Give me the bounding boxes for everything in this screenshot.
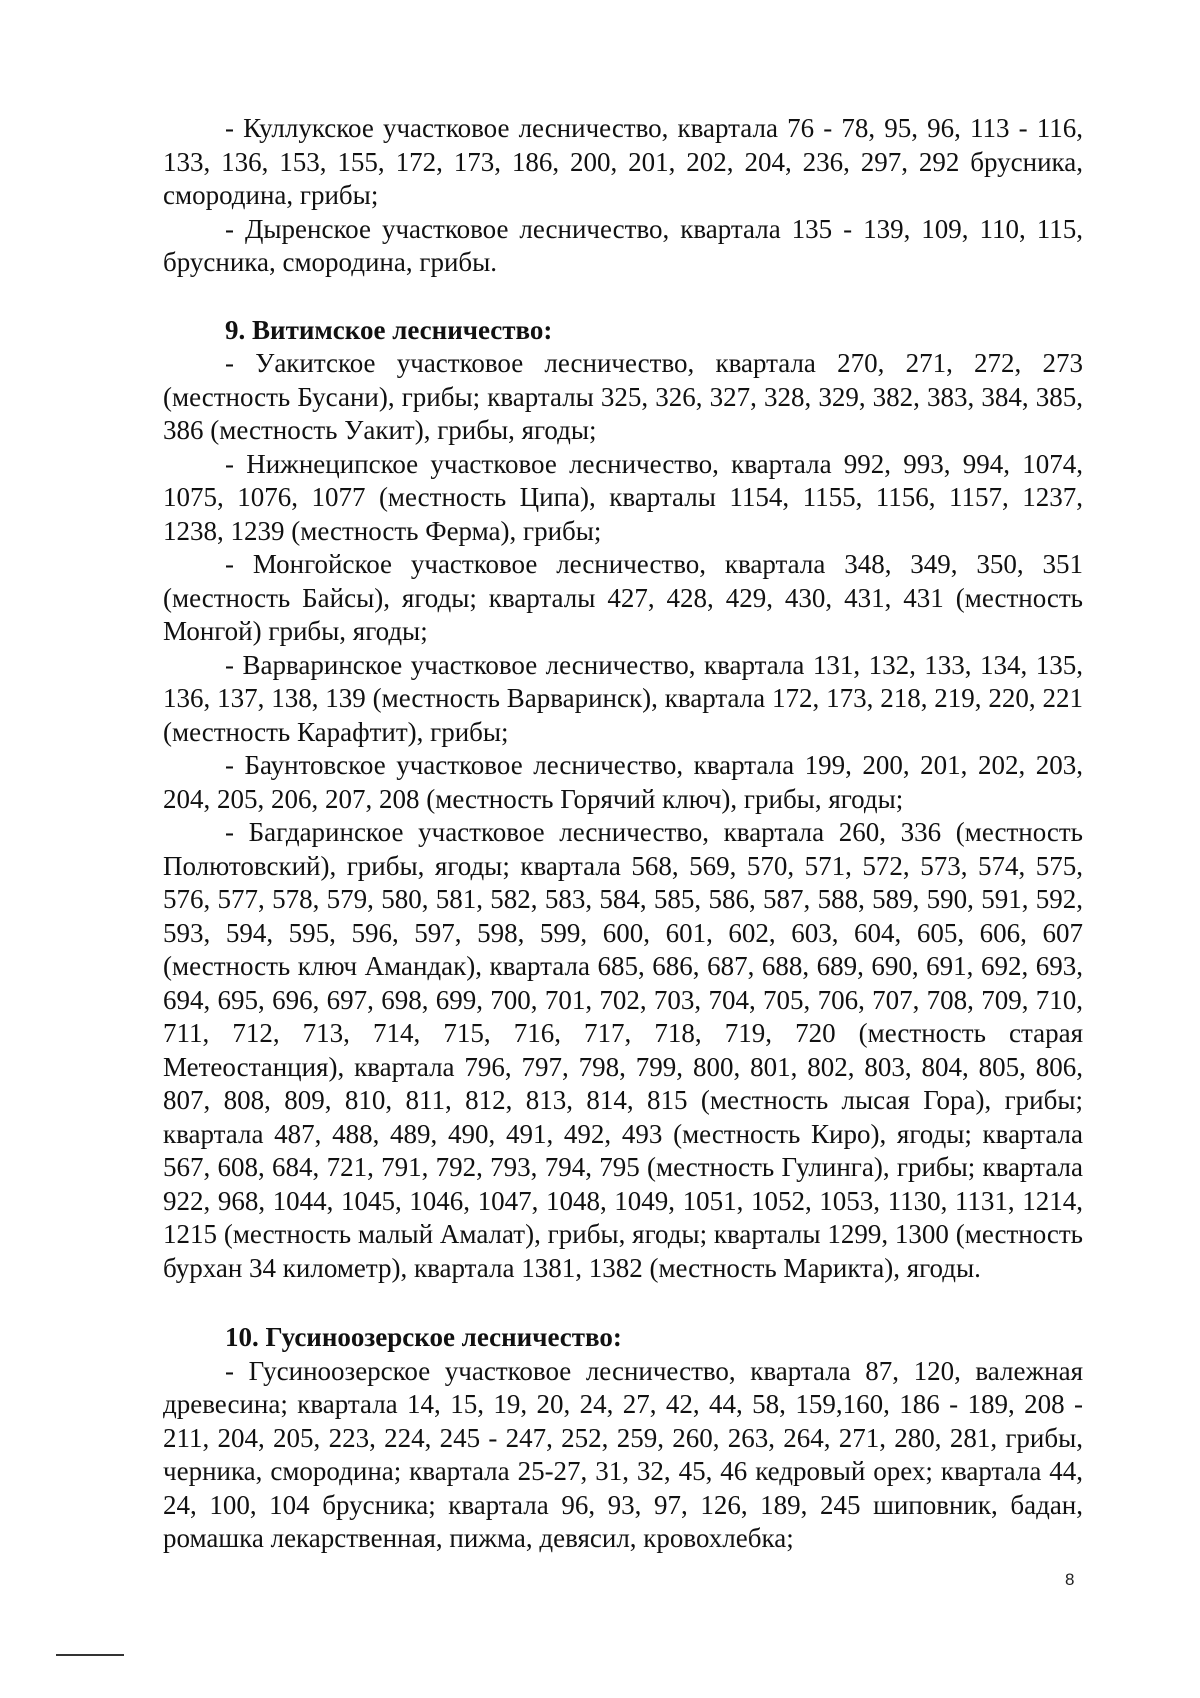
paragraph-nizhnetsipskoe: - Нижнеципское участковое лесничество, квартала 992, 993, 994, 1074, 1075, 1076, 1077 (местность Ципа), кварталы 1154, 1155, 1156, 1157, 1237, 1238, 1239 (местность Ферма), грибы; [163,448,1083,546]
paragraph-gusinoozerskoe: - Гусиноозерское участковое лесничество, квартала 87, 120, валежная древесина; квартала 14, 15, 19, 20, 24, 27, 42, 44, 58, 159,160, 186 - 189, 208 - 211, 204, 205, 223, 224, 245 - 247, 252, 259, 260, 263, 264, 271, 280, 281, грибы, черника, смородина; квартала 25-27, 31, 32, 45, 46 кедровый орех; квартала 44, 24, 100, 104 брусника; квартала 96, 93, 97, 126, 189, 245 шиповник, бадан, ромашка лекарственная, пижма, девясил, кровохлебка; [163,1355,1083,1553]
paragraph-bauntovskoe: - Баунтовское участковое лесничество, квартала 199, 200, 201, 202, 203, 204, 205, 206, 207, 208 (местность Горячий ключ), грибы, ягоды; [163,750,1083,814]
paragraph-kullukskoe: - Куллукское участковое лесничество, квартала 76 - 78, 95, 96, 113 - 116, 133, 136, 153, 155, 172, 173, 186, 200, 201, 202, 204, 236, 297, 292 брусника, смородина, грибы; [163,113,1083,210]
scan-edge-line [56,1654,124,1656]
page-number: 8 [1065,1570,1075,1589]
paragraph-varvarinskoe: - Варваринское участковое лесничество, квартала 131, 132, 133, 134, 135, 136, 137, 138, 139 (местность Варваринск), квартала 172, 173, 218, 219, 220, 221 (местность Карафтит), грибы; [163,649,1083,747]
section-9-heading: 9. Витимское лесничество: [225,314,553,345]
section-spacer [163,1285,1083,1321]
paragraph-bagdarinskoe: - Багдаринское участковое лесничество, квартала 260, 336 (местность Полютовский), грибы, ягоды; квартала 568, 569, 570, 571, 572, 573, 574, 575, 576, 577, 578, 579, 580, 581, 582, 583, 584, 585, 586, 587, 588, 589, 590, 591, 592, 593, 594, 595, 596, 597, 598, 599, 600, 601, 602, 603, 604, 605, 606, 607 (местность ключ Амандак), квартала 685, 686, 687, 688, 689, 690, 691, 692, 693, 694, 695, 696, 697, 698, 699, 700, 701, 702, 703, 704, 705, 706, 707, 708, 709, 710, 711, 712, 713, 714, 715, 716, 717, 718, 719, 720 (местность старая Метеостанция), квартала 796, 797, 798, 799, 800, 801, 802, 803, 804, 805, 806, 807, 808, 809, 810, 811, 812, 813, 814, 815 (местность лысая Гора), грибы; квартала 487, 488, 489, 490, 491, 492, 493 (местность Киро), ягоды; квартала 567, 608, 684, 721, 791, 792, 793, 794, 795 (местность Гулинга), грибы; квартала 922, 968, 1044, 1045, 1046, 1047, 1048, 1049, 1051, 1052, 1053, 1130, 1131, 1214, 1215 (местность малый Амалат), грибы, ягоды; кварталы 1299, 1300 (местность бурхан 34 километр), квартала 1381, 1382 (местность Марикта), ягоды. [163,817,1083,1283]
paragraph-uakitskoe: - Уакитское участковое лесничество, квартала 270, 271, 272, 273 (местность Бусани), грибы; кварталы 325, 326, 327, 328, 329, 382, 383, 384, 385, 386 (местность Уакит), грибы, ягоды; [163,348,1083,445]
document-page [163,112,1083,1556]
paragraph-mongoyskoe: - Монгойское участковое лесничество, квартала 348, 349, 350, 351 (местность Байсы), ягоды; кварталы 427, 428, 429, 430, 431, 431 (местность Монгой) грибы, ягоды; [163,549,1083,646]
section-10-heading: 10. Гусиноозерское лесничество: [225,1322,622,1352]
paragraph-dyrenskoe: - Дыренское участковое лесничество, квартала 135 - 139, 109, 110, 115, брусника, смородина, грибы. [163,213,1083,277]
section-spacer [163,280,1083,314]
